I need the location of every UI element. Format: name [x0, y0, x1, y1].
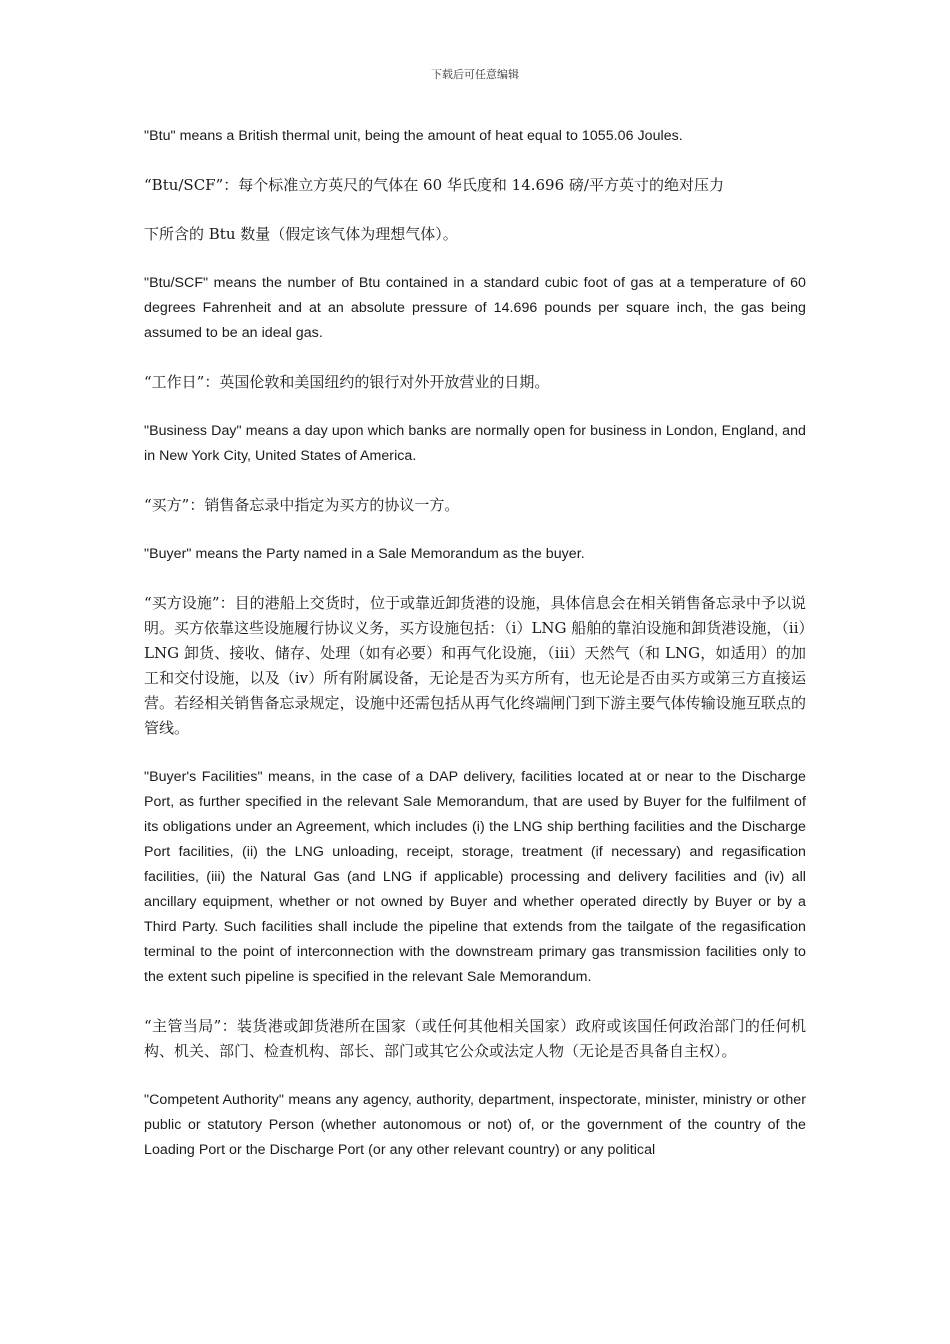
paragraph-btu-en: "Btu" means a British thermal unit, being the amount of heat equal to 1055.06 Joules. [144, 128, 683, 144]
paragraph-businessday-zh: “工作日”：英国伦敦和美国纽约的银行对外开放营业的日期。 [144, 373, 550, 391]
document-body [144, 124, 806, 1163]
paragraph-btuscf-zh-line1: “Btu/SCF”：每个标准立方英尺的气体在 60 华氏度和 14.696 磅/平方英寸的绝对压力 [144, 176, 724, 194]
header-note: 下载后可任意编辑 [431, 68, 519, 81]
paragraph-competent-en: "Competent Authority" means any agency, authority, department, inspectorate, minister, ministry or other public or statutory Person (whether autonomous or not) of, or the government of the country of the Loading Port or the Discharge Port (or any other relevant country) or any political [144, 1092, 806, 1158]
paragraph-businessday-en: "Business Day" means a day upon which banks are normally open for business in London, England, and in New York City, United States of America. [144, 423, 806, 464]
paragraph-buyerfacilities-zh: “买方设施”：目的港船上交货时，位于或靠近卸货港的设施，具体信息会在相关销售备忘录中予以说明。买方依靠这些设施履行协议义务，买方设施包括：（i）LNG 船舶的靠泊设施和卸货港设施，（ii）LNG 卸货、接收、储存、处理（如有必要）和再气化设施，（iii）天然气（和 LNG，如适用）的加工和交付设施，以及（iv）所有附属设备，无论是否为买方所有，也无论是否由买方或第三方直接运营。若经相关销售备忘录规定，设施中还需包括从再气化终端闸门到下游主要气体传输设施互联点的管线。 [144, 594, 806, 737]
paragraph-btuscf-en: "Btu/SCF" means the number of Btu contained in a standard cubic foot of gas at a temperature of 60 degrees Fahrenheit and at an absolute pressure of 14.696 pounds per square inch, the gas being assumed to be an ideal gas. [144, 275, 806, 341]
paragraph-btuscf-zh-line2: 下所含的 Btu 数量（假定该气体为理想气体）。 [144, 225, 458, 243]
paragraph-buyer-en: "Buyer" means the Party named in a Sale Memorandum as the buyer. [144, 546, 585, 562]
paragraph-buyerfacilities-en: "Buyer's Facilities" means, in the case of a DAP delivery, facilities located at or near to the Discharge Port, as further specified in the relevant Sale Memorandum, that are used by Buyer for the fulfilment of its obligations under an Agreement, which includes (i) the LNG ship berthing facilities and the Discharge Port facilities, (ii) the LNG unloading, receipt, storage, treatment (if necessary) and regasification facilities, (iii) the Natural Gas (and LNG if applicable) processing and delivery facilities and (iv) all ancillary equipment, whether or not owned by Buyer and whether operated directly by Buyer or by a Third Party. Such facilities shall include the pipeline that extends from the tailgate of the regasification terminal to the point of interconnection with the downstream primary gas transmission facilities only to the extent such pipeline is specified in the relevant Sale Memorandum. [144, 769, 806, 985]
paragraph-competent-zh: “主管当局”：装货港或卸货港所在国家（或任何其他相关国家）政府或该国任何政治部门的任何机构、机关、部门、检查机构、部长、部门或其它公众或法定人物（无论是否具备自主权）。 [144, 1017, 806, 1060]
paragraph-buyer-zh: “买方”：销售备忘录中指定为买方的协议一方。 [144, 496, 460, 514]
